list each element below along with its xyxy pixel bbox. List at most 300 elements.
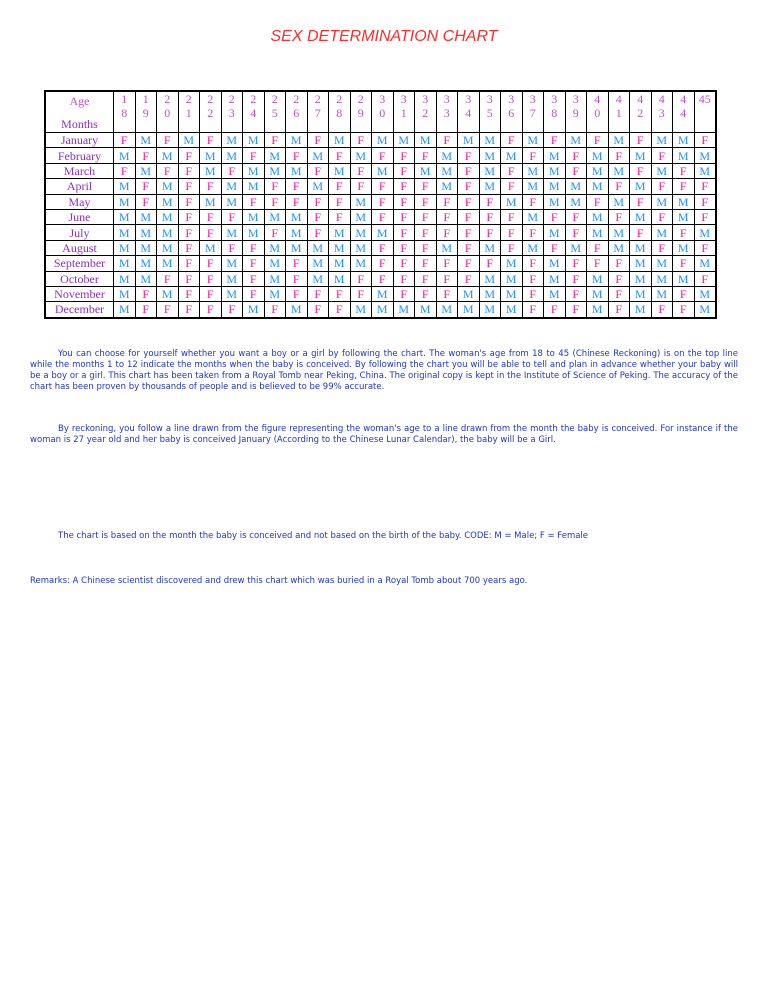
- gender-cell: M: [415, 133, 437, 148]
- gender-cell: F: [565, 256, 587, 271]
- gender-cell: M: [694, 225, 716, 240]
- gender-cell: M: [135, 163, 157, 178]
- gender-cell: M: [458, 286, 480, 301]
- gender-cell: M: [501, 194, 523, 209]
- gender-cell: M: [157, 209, 179, 224]
- gender-cell: F: [178, 240, 200, 255]
- gender-cell: M: [630, 286, 652, 301]
- gender-cell: F: [565, 163, 587, 178]
- gender-cell: F: [608, 179, 630, 194]
- gender-cell: M: [243, 302, 265, 318]
- gender-cell: F: [200, 179, 222, 194]
- month-label: September: [45, 256, 114, 271]
- gender-cell: M: [264, 271, 286, 286]
- gender-cell: F: [501, 209, 523, 224]
- gender-cell: M: [522, 163, 544, 178]
- gender-cell: F: [458, 240, 480, 255]
- age-header-41: 4 1: [608, 91, 630, 133]
- age-header-31: 3 1: [393, 91, 415, 133]
- gender-cell: F: [458, 209, 480, 224]
- header-row: [45, 91, 716, 133]
- gender-cell: F: [157, 133, 179, 148]
- gender-cell: M: [200, 194, 222, 209]
- month-label: January: [45, 133, 114, 148]
- gender-cell: M: [157, 179, 179, 194]
- gender-cell: M: [264, 240, 286, 255]
- gender-cell: F: [673, 163, 695, 178]
- gender-cell: M: [544, 225, 566, 240]
- gender-cell: M: [286, 133, 308, 148]
- gender-cell: F: [329, 209, 351, 224]
- gender-cell: M: [544, 286, 566, 301]
- gender-cell: F: [415, 194, 437, 209]
- gender-cell: M: [264, 209, 286, 224]
- gender-cell: F: [673, 179, 695, 194]
- age-header-23: 2 3: [221, 91, 243, 133]
- gender-cell: F: [608, 148, 630, 163]
- gender-cell: M: [135, 133, 157, 148]
- code-text: The chart is based on the month the baby is conceived and not based on the birth of the baby. CODE: M = Male; F = Female: [58, 531, 589, 541]
- gender-cell: F: [286, 148, 308, 163]
- gender-cell: F: [178, 271, 200, 286]
- gender-cell: M: [114, 209, 136, 224]
- gender-cell: M: [565, 179, 587, 194]
- sex-determination-table: [44, 90, 717, 319]
- gender-cell: M: [221, 179, 243, 194]
- gender-cell: F: [393, 163, 415, 178]
- gender-cell: M: [651, 225, 673, 240]
- gender-cell: M: [329, 256, 351, 271]
- gender-cell: M: [436, 302, 458, 318]
- table-row: [45, 225, 716, 240]
- gender-cell: M: [673, 240, 695, 255]
- gender-cell: M: [501, 148, 523, 163]
- gender-cell: F: [587, 240, 609, 255]
- gender-cell: M: [372, 286, 394, 301]
- gender-cell: M: [307, 148, 329, 163]
- gender-cell: M: [522, 240, 544, 255]
- gender-cell: F: [673, 225, 695, 240]
- gender-cell: M: [608, 240, 630, 255]
- gender-cell: F: [458, 271, 480, 286]
- gender-cell: F: [221, 163, 243, 178]
- month-label: December: [45, 302, 114, 318]
- gender-cell: F: [565, 225, 587, 240]
- gender-cell: F: [264, 194, 286, 209]
- age-header-34: 3 4: [458, 91, 480, 133]
- gender-cell: M: [501, 256, 523, 271]
- age-header-24: 2 4: [243, 91, 265, 133]
- gender-cell: M: [135, 271, 157, 286]
- gender-cell: F: [673, 302, 695, 318]
- gender-cell: F: [479, 225, 501, 240]
- gender-cell: M: [673, 271, 695, 286]
- gender-cell: F: [350, 286, 372, 301]
- gender-cell: M: [221, 286, 243, 301]
- gender-cell: M: [200, 240, 222, 255]
- gender-cell: F: [307, 302, 329, 318]
- gender-cell: F: [522, 302, 544, 318]
- gender-cell: M: [630, 179, 652, 194]
- age-header-42: 4 2: [630, 91, 652, 133]
- gender-cell: M: [673, 194, 695, 209]
- month-label: August: [45, 240, 114, 255]
- gender-cell: F: [350, 133, 372, 148]
- age-header-37: 3 7: [522, 91, 544, 133]
- gender-cell: M: [350, 194, 372, 209]
- gender-cell: F: [587, 133, 609, 148]
- gender-cell: F: [221, 240, 243, 255]
- gender-cell: F: [200, 302, 222, 318]
- age-header-32: 3 2: [415, 91, 437, 133]
- gender-cell: F: [393, 256, 415, 271]
- age-months-corner: [45, 91, 114, 133]
- table-row: [45, 133, 716, 148]
- remarks-paragraph: Remarks: A Chinese scientist discovered and drew this chart which was buried in a Royal Tomb about 700 years ago.: [30, 576, 528, 586]
- code-paragraph: [30, 531, 738, 542]
- age-header-21: 2 1: [178, 91, 200, 133]
- gender-cell: F: [415, 271, 437, 286]
- gender-cell: F: [329, 302, 351, 318]
- age-header-18: 1 8: [114, 91, 136, 133]
- gender-cell: M: [673, 148, 695, 163]
- gender-cell: M: [694, 148, 716, 163]
- gender-cell: F: [565, 148, 587, 163]
- gender-cell: M: [587, 179, 609, 194]
- gender-cell: M: [608, 194, 630, 209]
- gender-cell: M: [135, 209, 157, 224]
- age-header-38: 3 8: [544, 91, 566, 133]
- gender-cell: M: [436, 179, 458, 194]
- gender-cell: F: [243, 240, 265, 255]
- age-header-33: 3 3: [436, 91, 458, 133]
- gender-cell: F: [522, 256, 544, 271]
- gender-cell: F: [286, 256, 308, 271]
- gender-cell: F: [694, 133, 716, 148]
- gender-cell: F: [651, 179, 673, 194]
- gender-cell: F: [372, 179, 394, 194]
- gender-cell: F: [178, 148, 200, 163]
- gender-cell: F: [135, 148, 157, 163]
- gender-cell: M: [608, 163, 630, 178]
- gender-cell: M: [114, 286, 136, 301]
- age-header-30: 3 0: [372, 91, 394, 133]
- gender-cell: F: [479, 209, 501, 224]
- gender-cell: M: [479, 271, 501, 286]
- gender-cell: F: [178, 209, 200, 224]
- gender-cell: M: [221, 271, 243, 286]
- gender-cell: M: [544, 256, 566, 271]
- gender-cell: F: [372, 148, 394, 163]
- gender-cell: M: [372, 225, 394, 240]
- gender-cell: M: [157, 148, 179, 163]
- gender-cell: F: [458, 148, 480, 163]
- gender-cell: M: [307, 240, 329, 255]
- gender-cell: F: [307, 286, 329, 301]
- gender-cell: F: [436, 256, 458, 271]
- gender-cell: F: [243, 194, 265, 209]
- gender-cell: F: [200, 225, 222, 240]
- gender-cell: M: [651, 194, 673, 209]
- table-row: [45, 286, 716, 301]
- gender-cell: M: [630, 240, 652, 255]
- gender-cell: M: [329, 225, 351, 240]
- gender-cell: F: [436, 133, 458, 148]
- gender-cell: F: [630, 163, 652, 178]
- gender-cell: F: [286, 286, 308, 301]
- gender-cell: M: [587, 209, 609, 224]
- gender-cell: M: [522, 179, 544, 194]
- table-row: [45, 194, 716, 209]
- gender-cell: M: [135, 225, 157, 240]
- gender-cell: F: [565, 271, 587, 286]
- gender-cell: F: [329, 179, 351, 194]
- gender-cell: M: [243, 225, 265, 240]
- gender-cell: F: [694, 209, 716, 224]
- gender-cell: M: [393, 133, 415, 148]
- gender-cell: F: [393, 209, 415, 224]
- gender-cell: M: [630, 256, 652, 271]
- gender-cell: F: [135, 286, 157, 301]
- age-header-28: 2 8: [329, 91, 351, 133]
- gender-cell: F: [350, 163, 372, 178]
- gender-cell: F: [372, 256, 394, 271]
- gender-cell: F: [243, 256, 265, 271]
- gender-cell: F: [393, 148, 415, 163]
- gender-cell: M: [372, 302, 394, 318]
- gender-cell: M: [608, 133, 630, 148]
- gender-cell: M: [630, 148, 652, 163]
- gender-cell: M: [651, 271, 673, 286]
- gender-cell: F: [415, 179, 437, 194]
- gender-cell: F: [393, 225, 415, 240]
- gender-cell: M: [157, 194, 179, 209]
- gender-cell: F: [178, 302, 200, 318]
- gender-cell: F: [372, 194, 394, 209]
- month-label: May: [45, 194, 114, 209]
- gender-cell: M: [307, 179, 329, 194]
- gender-cell: M: [651, 256, 673, 271]
- gender-cell: F: [307, 133, 329, 148]
- gender-cell: M: [264, 286, 286, 301]
- gender-cell: F: [329, 194, 351, 209]
- gender-cell: M: [221, 225, 243, 240]
- gender-cell: M: [243, 133, 265, 148]
- gender-cell: F: [608, 271, 630, 286]
- age-label: Age: [69, 94, 90, 108]
- gender-cell: F: [415, 286, 437, 301]
- gender-cell: F: [243, 148, 265, 163]
- gender-cell: F: [372, 209, 394, 224]
- table-row: [45, 302, 716, 318]
- gender-cell: F: [501, 179, 523, 194]
- intro-text: You can choose for yourself whether you want a boy or a girl by following the chart. The woman's age from 18 to 45 (Chinese Reckoning) is on the top line while the months 1 to 12 indicate the months when the baby is conceived. By following the chart you will be able to tell and plan in advance whether your baby will be a boy or a girl. This chart has been taken from a Royal Tomb near Peking, China. The original copy is kept in the Institute of Science of Peking. The accuracy of the chart has been proven by thousands of people and is believed to be 99% accurate.: [30, 349, 738, 392]
- gender-cell: M: [479, 133, 501, 148]
- gender-cell: M: [329, 163, 351, 178]
- gender-cell: M: [544, 271, 566, 286]
- gender-cell: M: [565, 240, 587, 255]
- gender-cell: F: [286, 179, 308, 194]
- gender-cell: M: [458, 133, 480, 148]
- gender-cell: F: [415, 256, 437, 271]
- gender-cell: F: [393, 194, 415, 209]
- gender-cell: F: [135, 302, 157, 318]
- gender-cell: F: [458, 225, 480, 240]
- gender-cell: M: [436, 240, 458, 255]
- age-header-40: 4 0: [587, 91, 609, 133]
- gender-cell: M: [436, 148, 458, 163]
- gender-cell: F: [436, 271, 458, 286]
- gender-cell: F: [178, 256, 200, 271]
- gender-cell: F: [114, 133, 136, 148]
- gender-cell: M: [694, 256, 716, 271]
- gender-cell: M: [157, 256, 179, 271]
- gender-cell: F: [329, 286, 351, 301]
- gender-cell: M: [393, 302, 415, 318]
- gender-cell: F: [458, 179, 480, 194]
- gender-cell: M: [544, 179, 566, 194]
- gender-cell: F: [221, 209, 243, 224]
- age-header-44: 4 4: [673, 91, 695, 133]
- gender-cell: F: [135, 194, 157, 209]
- gender-cell: M: [479, 240, 501, 255]
- gender-cell: M: [436, 163, 458, 178]
- gender-cell: F: [264, 179, 286, 194]
- gender-cell: M: [587, 148, 609, 163]
- gender-cell: F: [372, 240, 394, 255]
- gender-cell: F: [243, 271, 265, 286]
- age-header-43: 4 3: [651, 91, 673, 133]
- instructions-text: By reckoning, you follow a line drawn from the figure representing the woman's age to a line drawn from the month the baby is conceived. For instance if the woman is 27 year old and her baby is conceived January (According to the Chinese Lunar Calendar), the baby will be a Girl.: [30, 424, 738, 445]
- gender-cell: M: [479, 302, 501, 318]
- gender-cell: F: [350, 179, 372, 194]
- gender-cell: F: [307, 194, 329, 209]
- gender-cell: F: [565, 302, 587, 318]
- month-label: October: [45, 271, 114, 286]
- age-header-25: 2 5: [264, 91, 286, 133]
- gender-cell: F: [157, 163, 179, 178]
- gender-cell: M: [114, 148, 136, 163]
- gender-cell: F: [608, 286, 630, 301]
- gender-cell: F: [307, 225, 329, 240]
- gender-cell: M: [587, 225, 609, 240]
- table-row: [45, 148, 716, 163]
- gender-cell: M: [350, 256, 372, 271]
- gender-cell: F: [372, 271, 394, 286]
- gender-cell: M: [544, 148, 566, 163]
- gender-cell: M: [501, 286, 523, 301]
- gender-cell: F: [178, 286, 200, 301]
- month-label: March: [45, 163, 114, 178]
- age-header-29: 2 9: [350, 91, 372, 133]
- gender-cell: M: [479, 148, 501, 163]
- gender-cell: M: [329, 240, 351, 255]
- page-title: SEX DETERMINATION CHART: [270, 28, 498, 45]
- gender-cell: M: [286, 240, 308, 255]
- gender-cell: F: [694, 240, 716, 255]
- gender-cell: F: [458, 163, 480, 178]
- gender-cell: M: [501, 302, 523, 318]
- gender-cell: F: [479, 194, 501, 209]
- gender-cell: M: [200, 163, 222, 178]
- gender-cell: F: [522, 148, 544, 163]
- gender-cell: F: [673, 256, 695, 271]
- gender-cell: F: [243, 286, 265, 301]
- gender-cell: F: [501, 163, 523, 178]
- age-header-45: 45: [694, 91, 716, 133]
- gender-cell: F: [651, 148, 673, 163]
- gender-cell: F: [565, 286, 587, 301]
- gender-cell: F: [501, 240, 523, 255]
- gender-cell: F: [415, 148, 437, 163]
- gender-cell: F: [329, 148, 351, 163]
- gender-cell: F: [630, 133, 652, 148]
- gender-cell: F: [200, 133, 222, 148]
- gender-cell: F: [544, 133, 566, 148]
- age-header-36: 3 6: [501, 91, 523, 133]
- gender-cell: F: [200, 286, 222, 301]
- gender-cell: F: [393, 240, 415, 255]
- gender-cell: F: [221, 302, 243, 318]
- gender-cell: M: [587, 302, 609, 318]
- table-row: [45, 240, 716, 255]
- gender-cell: F: [415, 225, 437, 240]
- gender-cell: F: [522, 286, 544, 301]
- intro-paragraph: [30, 349, 738, 393]
- gender-cell: M: [221, 148, 243, 163]
- gender-cell: F: [544, 209, 566, 224]
- gender-cell: M: [200, 148, 222, 163]
- gender-cell: M: [114, 194, 136, 209]
- gender-cell: M: [415, 302, 437, 318]
- gender-cell: M: [286, 225, 308, 240]
- gender-cell: M: [157, 240, 179, 255]
- gender-cell: M: [114, 256, 136, 271]
- gender-cell: M: [630, 271, 652, 286]
- gender-cell: M: [587, 286, 609, 301]
- gender-cell: F: [673, 286, 695, 301]
- gender-cell: F: [178, 179, 200, 194]
- gender-cell: F: [587, 256, 609, 271]
- gender-cell: M: [350, 148, 372, 163]
- gender-cell: F: [522, 225, 544, 240]
- month-label: February: [45, 148, 114, 163]
- gender-cell: F: [286, 271, 308, 286]
- months-label: Months: [61, 117, 98, 131]
- gender-cell: M: [243, 163, 265, 178]
- gender-cell: M: [157, 225, 179, 240]
- gender-cell: M: [286, 302, 308, 318]
- gender-cell: M: [286, 163, 308, 178]
- gender-cell: F: [436, 225, 458, 240]
- gender-cell: F: [544, 240, 566, 255]
- gender-cell: F: [286, 194, 308, 209]
- gender-cell: M: [544, 163, 566, 178]
- gender-cell: F: [264, 225, 286, 240]
- gender-cell: M: [565, 133, 587, 148]
- gender-cell: F: [178, 194, 200, 209]
- gender-cell: M: [372, 133, 394, 148]
- gender-cell: M: [544, 194, 566, 209]
- gender-cell: M: [630, 302, 652, 318]
- gender-cell: M: [178, 133, 200, 148]
- gender-cell: F: [200, 209, 222, 224]
- gender-cell: M: [264, 148, 286, 163]
- instructions-paragraph: [30, 424, 738, 446]
- gender-cell: F: [307, 163, 329, 178]
- gender-cell: M: [458, 302, 480, 318]
- gender-cell: F: [114, 163, 136, 178]
